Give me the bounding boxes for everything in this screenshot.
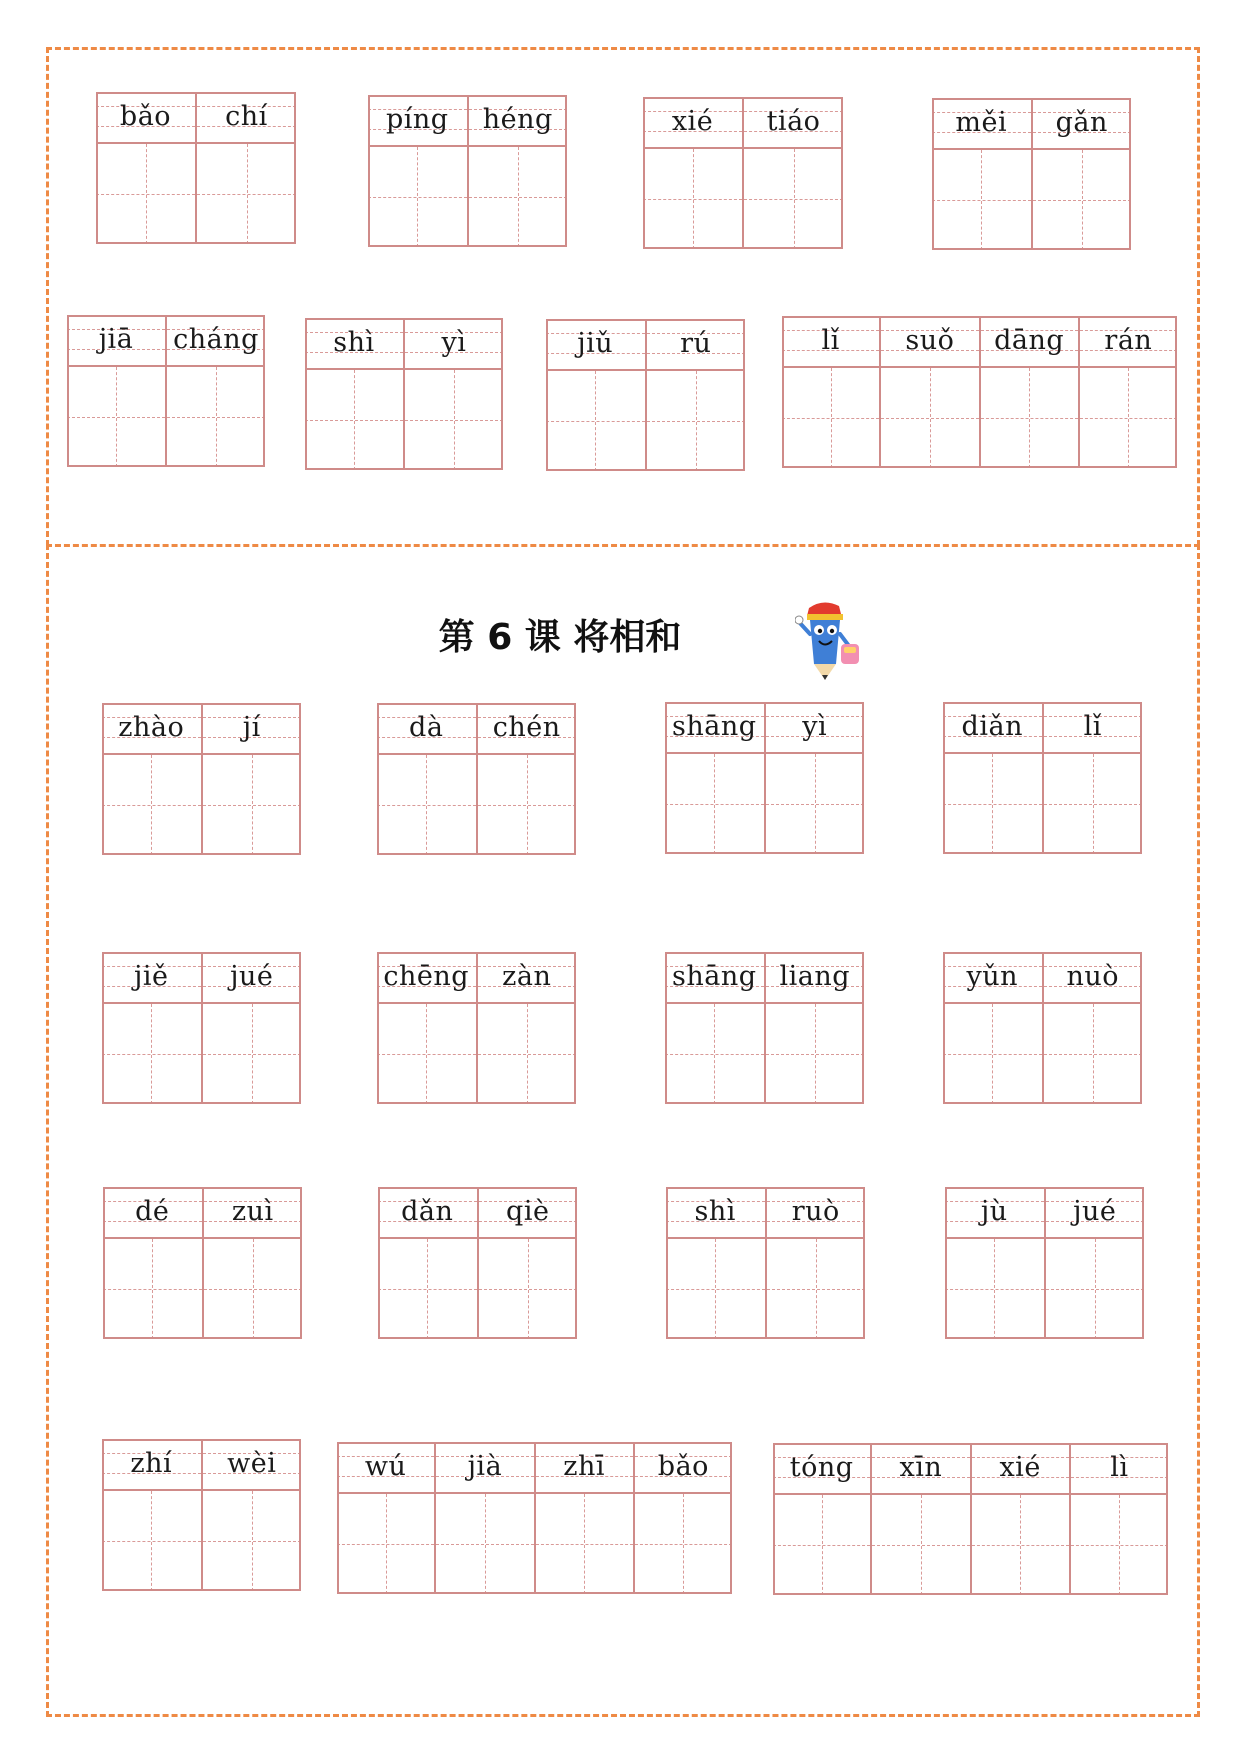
pinyin-row — [643, 97, 742, 149]
pinyin-row — [479, 1187, 578, 1239]
tian-grid-square[interactable] — [981, 368, 1078, 468]
pinyin-row — [1080, 316, 1177, 368]
pinyin-row — [305, 318, 403, 370]
character-cell — [469, 95, 568, 247]
word-writing-box — [377, 952, 576, 1104]
tian-grid-square[interactable] — [337, 1494, 434, 1594]
character-cell — [932, 98, 1033, 250]
pinyin-row — [773, 1443, 870, 1495]
pinyin-label: héng — [482, 104, 553, 135]
character-cell — [67, 315, 167, 467]
character-cell — [405, 318, 503, 470]
pinyin-label: suǒ — [905, 325, 955, 356]
pinyin-row — [872, 1443, 969, 1495]
tian-grid-square[interactable] — [546, 371, 645, 471]
word-writing-box — [665, 952, 864, 1104]
character-cell — [981, 316, 1080, 468]
tian-grid-square[interactable] — [405, 370, 503, 470]
character-cell — [766, 702, 865, 854]
pinyin-row — [1044, 702, 1143, 754]
character-cell — [1033, 98, 1132, 250]
tian-grid-square[interactable] — [782, 368, 879, 468]
word-writing-box — [943, 952, 1142, 1104]
character-cell — [1046, 1187, 1145, 1339]
word-writing-box — [102, 1439, 301, 1591]
tian-grid-square[interactable] — [643, 149, 742, 249]
pinyin-row — [744, 97, 843, 149]
pinyin-label: jià — [467, 1451, 503, 1482]
pinyin-label: diǎn — [961, 711, 1023, 742]
character-cell — [103, 1187, 204, 1339]
character-cell — [972, 1443, 1071, 1595]
tian-grid-square[interactable] — [767, 1239, 866, 1339]
character-cell — [102, 703, 203, 855]
pinyin-row — [943, 952, 1042, 1004]
character-cell — [203, 703, 302, 855]
pinyin-row — [766, 702, 865, 754]
tian-grid-square[interactable] — [635, 1494, 732, 1594]
character-cell — [203, 952, 302, 1104]
character-cell — [766, 952, 865, 1104]
tian-grid-square[interactable] — [881, 368, 978, 468]
pinyin-label: liang — [779, 961, 851, 992]
tian-grid-square[interactable] — [665, 754, 764, 854]
pinyin-label: shì — [333, 327, 375, 358]
pinyin-label: tiáo — [766, 106, 821, 137]
character-cell — [773, 1443, 872, 1595]
pinyin-label: yì — [802, 711, 828, 742]
pinyin-label: tóng — [789, 1452, 854, 1483]
pinyin-label: dǎn — [401, 1196, 454, 1227]
character-cell — [881, 316, 980, 468]
pinyin-label: jiǔ — [577, 328, 614, 359]
pinyin-row — [478, 952, 577, 1004]
character-cell — [377, 703, 478, 855]
pinyin-row — [436, 1442, 533, 1494]
tian-grid-square[interactable] — [943, 1004, 1042, 1104]
word-writing-box — [665, 702, 864, 854]
pinyin-row — [782, 316, 879, 368]
pinyin-row — [766, 952, 865, 1004]
pinyin-label: měi — [955, 107, 1008, 138]
pinyin-row — [368, 95, 467, 147]
pinyin-row — [377, 703, 476, 755]
character-cell — [368, 95, 469, 247]
pinyin-row — [337, 1442, 434, 1494]
word-writing-box — [943, 702, 1142, 854]
pinyin-row — [635, 1442, 732, 1494]
pinyin-label: bǎo — [119, 101, 172, 132]
tian-grid-square[interactable] — [203, 1491, 302, 1591]
pinyin-row — [102, 952, 201, 1004]
character-cell — [203, 1439, 302, 1591]
tian-grid-square[interactable] — [666, 1239, 765, 1339]
word-writing-box — [305, 318, 503, 470]
pinyin-row — [981, 316, 1078, 368]
pinyin-label: píng — [385, 104, 449, 135]
tian-grid-square[interactable] — [203, 755, 302, 855]
pinyin-row — [103, 1187, 202, 1239]
pinyin-label: chén — [492, 712, 561, 743]
pinyin-row — [665, 952, 764, 1004]
character-cell — [872, 1443, 971, 1595]
character-cell — [478, 952, 577, 1104]
tian-grid-square[interactable] — [368, 147, 467, 247]
pinyin-label: zàn — [502, 961, 552, 992]
pinyin-row — [1044, 952, 1143, 1004]
character-cell — [782, 316, 881, 468]
pinyin-row — [96, 92, 195, 144]
word-writing-box — [337, 1442, 732, 1594]
pinyin-label: dāng — [994, 325, 1065, 356]
pinyin-row — [932, 98, 1031, 150]
pinyin-row — [405, 318, 503, 370]
tian-grid-square[interactable] — [469, 147, 568, 247]
lesson-title: 第 6 课 将相和 — [438, 616, 682, 658]
pinyin-row — [203, 952, 302, 1004]
pinyin-label: cháng — [173, 324, 259, 355]
pinyin-label: shāng — [671, 711, 757, 742]
pinyin-row — [167, 315, 265, 367]
word-writing-box — [643, 97, 843, 249]
character-cell — [666, 1187, 767, 1339]
tian-grid-square[interactable] — [478, 755, 577, 855]
pinyin-row — [943, 702, 1042, 754]
pinyin-label: yǔn — [966, 961, 1019, 992]
tian-grid-square[interactable] — [479, 1239, 578, 1339]
character-cell — [478, 703, 577, 855]
tian-grid-square[interactable] — [378, 1239, 477, 1339]
lesson-title-row — [0, 604, 1240, 664]
character-cell — [643, 97, 744, 249]
tian-grid-square[interactable] — [96, 144, 195, 244]
pinyin-row — [377, 952, 476, 1004]
pinyin-label: rán — [1104, 325, 1153, 356]
pinyin-row — [378, 1187, 477, 1239]
pinyin-label: wèi — [227, 1448, 277, 1479]
character-cell — [197, 92, 296, 244]
tian-grid-square[interactable] — [972, 1495, 1069, 1595]
word-writing-box — [67, 315, 265, 467]
word-writing-box — [773, 1443, 1168, 1595]
character-cell — [436, 1442, 535, 1594]
tian-grid-square[interactable] — [1044, 1004, 1143, 1104]
pinyin-label: lì — [1110, 1452, 1129, 1483]
pinyin-row — [1046, 1187, 1145, 1239]
pinyin-label: jué — [230, 961, 274, 992]
pinyin-label: chēng — [383, 961, 470, 992]
pinyin-label: gǎn — [1055, 107, 1108, 138]
word-writing-box — [782, 316, 1177, 468]
pinyin-label: jué — [1073, 1196, 1117, 1227]
pinyin-label: shì — [694, 1196, 736, 1227]
pinyin-row — [972, 1443, 1069, 1495]
character-cell — [1044, 702, 1143, 854]
pencil-mascot-icon — [795, 600, 865, 682]
character-cell — [204, 1187, 303, 1339]
pinyin-row — [647, 319, 746, 371]
pinyin-row — [1033, 98, 1132, 150]
tian-grid-square[interactable] — [647, 371, 746, 471]
pinyin-row — [665, 702, 764, 754]
pinyin-label: zuì — [231, 1196, 274, 1227]
character-cell — [647, 319, 746, 471]
word-writing-box — [378, 1187, 577, 1339]
character-cell — [945, 1187, 1046, 1339]
tian-grid-square[interactable] — [744, 149, 843, 249]
tian-grid-square[interactable] — [943, 754, 1042, 854]
pinyin-label: jiě — [134, 961, 169, 992]
pinyin-label: lǐ — [821, 325, 840, 356]
character-cell — [96, 92, 197, 244]
pinyin-row — [546, 319, 645, 371]
tian-grid-square[interactable] — [872, 1495, 969, 1595]
pinyin-label: rú — [680, 328, 712, 359]
pinyin-label: zhī — [563, 1451, 605, 1482]
pinyin-label: bǎo — [657, 1451, 709, 1482]
tian-grid-square[interactable] — [1033, 150, 1132, 250]
word-writing-box — [945, 1187, 1144, 1339]
tian-grid-square[interactable] — [204, 1239, 303, 1339]
pinyin-row — [767, 1187, 866, 1239]
character-cell — [167, 315, 265, 467]
pinyin-label: dé — [135, 1196, 170, 1227]
pinyin-label: zhí — [130, 1448, 173, 1479]
word-writing-box — [103, 1187, 302, 1339]
tian-grid-square[interactable] — [102, 1004, 201, 1104]
pinyin-row — [203, 703, 302, 755]
pinyin-row — [478, 703, 577, 755]
character-cell — [479, 1187, 578, 1339]
pinyin-row — [536, 1442, 633, 1494]
pinyin-row — [469, 95, 568, 147]
character-cell — [665, 952, 766, 1104]
character-cell — [767, 1187, 866, 1339]
pinyin-label: chí — [225, 101, 268, 132]
pinyin-label: jiā — [98, 324, 134, 355]
pinyin-row — [203, 1439, 302, 1491]
pinyin-label: dà — [409, 712, 444, 743]
word-writing-box — [666, 1187, 865, 1339]
pinyin-label: xīn — [899, 1452, 943, 1483]
character-cell — [377, 952, 478, 1104]
word-writing-box — [932, 98, 1131, 250]
pinyin-label: xié — [671, 106, 714, 137]
tian-grid-square[interactable] — [436, 1494, 533, 1594]
character-cell — [943, 952, 1044, 1104]
pinyin-label: lǐ — [1083, 711, 1102, 742]
character-cell — [546, 319, 647, 471]
word-writing-box — [102, 952, 301, 1104]
word-writing-box — [102, 703, 301, 855]
tian-grid-square[interactable] — [305, 370, 403, 470]
character-cell — [1080, 316, 1177, 468]
word-writing-box — [546, 319, 745, 471]
pinyin-row — [204, 1187, 303, 1239]
tian-grid-square[interactable] — [1044, 754, 1143, 854]
character-cell — [744, 97, 843, 249]
pinyin-row — [102, 1439, 201, 1491]
pinyin-label: ruò — [791, 1196, 840, 1227]
tian-grid-square[interactable] — [766, 754, 865, 854]
character-cell — [665, 702, 766, 854]
pinyin-row — [102, 703, 201, 755]
pinyin-row — [945, 1187, 1044, 1239]
tian-grid-square[interactable] — [1080, 368, 1177, 468]
tian-grid-square[interactable] — [766, 1004, 865, 1104]
tian-grid-square[interactable] — [773, 1495, 870, 1595]
tian-grid-square[interactable] — [945, 1239, 1044, 1339]
character-cell — [536, 1442, 635, 1594]
pinyin-label: qiè — [506, 1196, 550, 1227]
character-cell — [305, 318, 405, 470]
tian-grid-square[interactable] — [1046, 1239, 1145, 1339]
pinyin-row — [1071, 1443, 1168, 1495]
pinyin-row — [197, 92, 296, 144]
pinyin-row — [67, 315, 165, 367]
character-cell — [943, 702, 1044, 854]
tian-grid-square[interactable] — [1071, 1495, 1168, 1595]
tian-grid-square[interactable] — [197, 144, 296, 244]
pinyin-label: wú — [364, 1451, 407, 1482]
word-writing-box — [377, 703, 576, 855]
tian-grid-square[interactable] — [167, 367, 265, 467]
tian-grid-square[interactable] — [665, 1004, 764, 1104]
pinyin-label: jí — [242, 712, 261, 743]
character-cell — [337, 1442, 436, 1594]
word-writing-box — [368, 95, 567, 247]
pinyin-label: yì — [441, 327, 467, 358]
tian-grid-square[interactable] — [102, 1491, 201, 1591]
tian-grid-square[interactable] — [67, 367, 165, 467]
tian-grid-square[interactable] — [536, 1494, 633, 1594]
pinyin-row — [666, 1187, 765, 1239]
pinyin-label: jù — [980, 1196, 1008, 1227]
pinyin-label: nuò — [1066, 961, 1120, 992]
character-cell — [1044, 952, 1143, 1104]
character-cell — [102, 952, 203, 1104]
tian-grid-square[interactable] — [377, 755, 476, 855]
tian-grid-square[interactable] — [103, 1239, 202, 1339]
character-cell — [635, 1442, 732, 1594]
pinyin-label: zhào — [118, 712, 185, 743]
character-cell — [102, 1439, 203, 1591]
tian-grid-square[interactable] — [102, 755, 201, 855]
pinyin-label: xié — [999, 1452, 1041, 1483]
character-cell — [1071, 1443, 1168, 1595]
pinyin-label: shāng — [671, 961, 757, 992]
tian-grid-square[interactable] — [203, 1004, 302, 1104]
tian-grid-square[interactable] — [478, 1004, 577, 1104]
tian-grid-square[interactable] — [377, 1004, 476, 1104]
pinyin-row — [881, 316, 978, 368]
tian-grid-square[interactable] — [932, 150, 1031, 250]
character-cell — [378, 1187, 479, 1339]
word-writing-box — [96, 92, 296, 244]
